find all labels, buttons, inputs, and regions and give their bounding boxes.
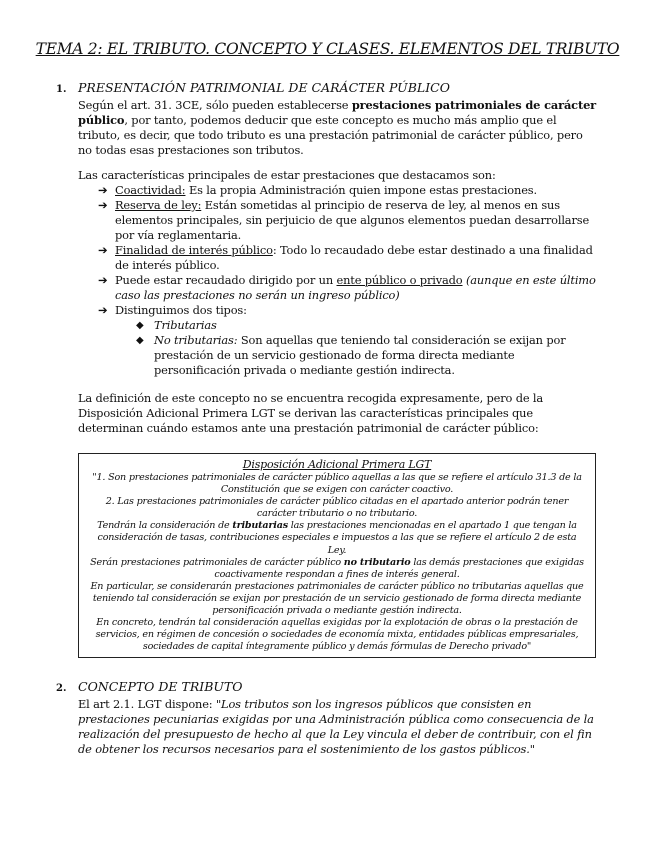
arrow-icon: ➔ [98,303,108,317]
characteristics-list [98,183,598,378]
section-1-heading-text: PRESENTACIÓN PATRIMONIAL DE CARÁCTER PÚBLICO [78,80,450,95]
quote-box-title: Disposición Adicional Primera LGT [242,458,432,471]
item-text: : Todo lo recaudado debe estar destinado a una finalidad de interés público. [115,243,593,272]
item-text: Distinguimos dos tipos: [115,303,247,317]
arrow-icon: ➔ [98,198,108,212]
item-text: Es la propia Administración quien impone estas prestaciones. [185,183,537,197]
section-1-paragraph-2: Las características principales de estar prestaciones que destacamos son: [78,168,496,182]
quote-bold: no tributario [343,556,411,568]
section-2-paragraph [78,697,598,757]
sub-item-label: No tributarias: [154,333,238,347]
arrow-icon: ➔ [98,183,108,197]
quote-text: las prestaciones mencionadas en el apartado 1 que tengan la consideración de tasas, contribuciones especiales e impuestos a las que se refiere el artículo 2 de esta Ley. [97,520,577,556]
quote-line-3 [87,520,587,556]
section-2-heading [56,679,243,694]
quote-text: Tendrán la consideración de [97,520,233,532]
quote-bold: tributarias [232,520,288,532]
list-item [98,198,598,243]
quote-line-1: "1. Son prestaciones patrimoniales de carácter público aquellas a las que se refiere el artículo 31.3 de la Constitución que se exigen con carácter coactivo. [92,472,582,496]
item-text: Están sometidas al principio de reserva de ley, al menos en sus elementos principales, sin perjuicio de que algunos elementos puedan desarrollarse por vía reglamentaria. [115,198,590,242]
arrow-icon: ➔ [98,243,108,257]
section-2-heading-text: CONCEPTO DE TRIBUTO [78,679,243,694]
list-item [98,183,598,198]
list-item [98,303,598,318]
list-item [98,273,598,303]
sub-list-item [98,333,598,378]
p-text: El art 2.1. LGT dispone: [78,697,216,711]
page-title: TEMA 2: EL TRIBUTO. CONCEPTO Y CLASES. ELEMENTOS DEL TRIBUTO [35,40,620,58]
p1-text-c: , por tanto, podemos deducir que este concepto es mucho más amplio que el tributo, es decir, que todo tributo es una prestación patrimonial de carácter público, pero no todas esas prestaciones son tributos. [78,113,583,157]
p-italic-quote: "Los tributos son los ingresos públicos que consisten en prestaciones pecuniarias exigidas por una Administración pública como consecuencia de la realización del presupuesto de hecho al que la Ley vincula el deber de contribuir, con el fin de obtener los recursos necesarios para el sostenimiento de los gastos públicos." [78,697,594,756]
item-italic: (aunque en este último caso las prestaciones no serán un ingreso público) [115,273,596,302]
arrow-icon: ➔ [98,273,108,287]
sub-item-text: Tributarias [154,318,217,332]
sub-item-text: Son aquellas que teniendo tal consideración se exijan por prestación de un servicio gestionado de forma directa mediante personificación privada o mediante gestión indirecta. [154,333,566,377]
diamond-icon: ◆ [136,320,144,331]
quote-line-6: En concreto, tendrán tal consideración aquellas exigidas por la explotación de obras o la prestación de servicios, en régimen de concesión o sociedades de economía mixta, entidades públicas empresariales, sociedades de capital íntegramente público y demás fórmulas de Derecho privado" [95,617,579,653]
quote-line-2: 2. Las prestaciones patrimoniales de carácter público citadas en el apartado anterior podrán tener carácter tributario o no tributario. [105,496,569,520]
item-label: Coactividad: [115,183,186,197]
quote-line-5: En particular, se considerarán prestaciones patrimoniales de carácter público no tributarias aquellas que teniendo tal consideración se exijan por prestación de un servicio gestionado de forma directa mediante personificación privada o mediante gestión indirecta. [90,580,584,617]
quote-box [78,453,596,658]
section-1-paragraph-1 [78,98,598,158]
item-label: Finalidad de interés público [115,243,273,257]
section-1-paragraph-3: La definición de este concepto no se encuentra recogida expresamente, pero de la Disposición Adicional Primera LGT se derivan las características principales que determinan cuándo estamos ante una prestación patrimonial de carácter público: [78,391,544,435]
section-2-number: 2. [56,683,67,694]
item-label: Reserva de ley: [115,198,202,212]
quote-text: Serán prestaciones patrimoniales de carácter público [90,556,344,568]
item-text: Puede estar recaudado dirigido por un [115,273,337,287]
p1-bold: prestaciones patrimoniales de carácter público [78,98,597,127]
list-item [98,243,598,273]
section-1-number: 1. [56,84,67,95]
quote-text: las demás prestaciones que exigidas coactivamente respondan a fines de interés general. [214,556,584,580]
section-1-heading [56,80,450,95]
diamond-icon: ◆ [136,335,144,346]
quote-line-4 [87,557,587,581]
item-underlined: ente público o privado [336,273,463,287]
sub-list-item [98,318,598,333]
p1-text-a: Según el art. 31. 3CE, sólo pueden establecerse [78,98,352,112]
